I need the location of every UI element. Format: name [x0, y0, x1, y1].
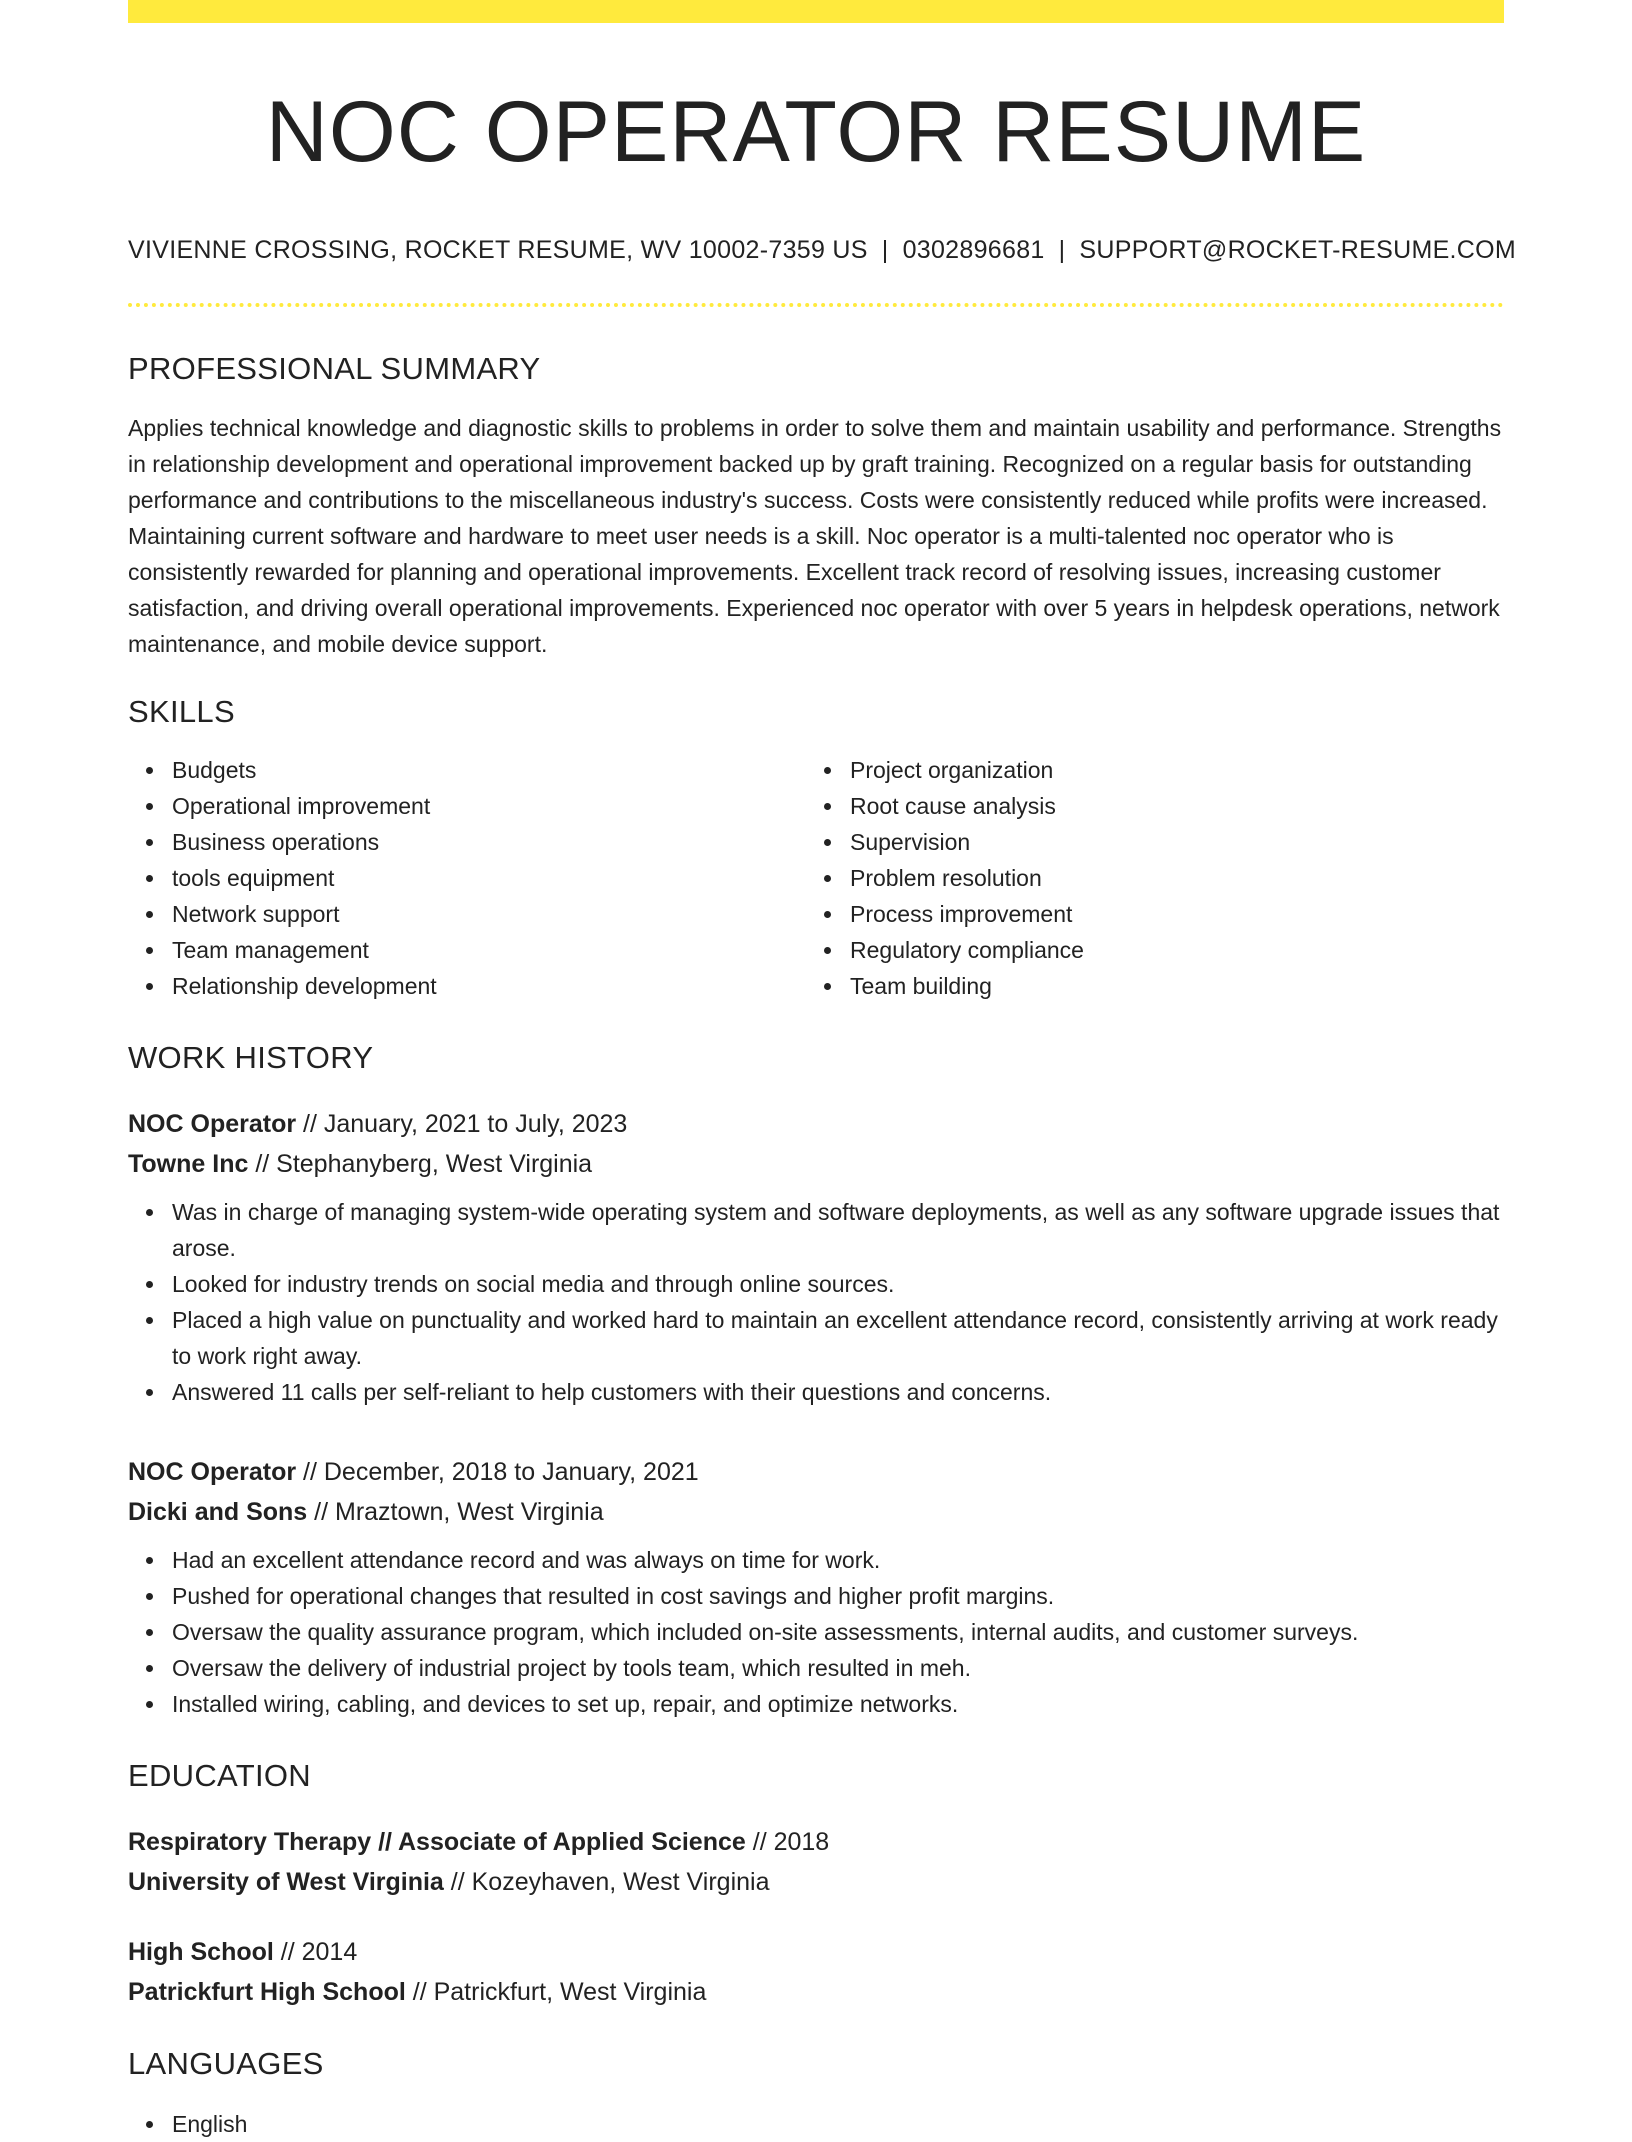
education-school-line — [128, 1862, 1504, 1902]
education-year: // 2018 — [745, 1827, 830, 1856]
job-bullet: Installed wiring, cabling, and devices to set up, repair, and optimize networks. — [172, 1686, 1504, 1722]
contact-address: VIVIENNE CROSSING, ROCKET RESUME, WV 10002-7359 US — [128, 235, 868, 264]
contact-line — [128, 235, 1517, 265]
skill-item: Process improvement — [850, 896, 1484, 932]
contact-separator: | — [881, 235, 889, 264]
education-school: University of West Virginia — [128, 1867, 444, 1896]
education-year: // 2014 — [273, 1937, 358, 1966]
dotted-divider — [128, 303, 1504, 307]
job-bullets — [128, 1194, 1504, 1410]
job-location: // Stephanyberg, West Virginia — [248, 1149, 593, 1178]
education-entry — [128, 1822, 1504, 1902]
languages-list — [128, 2106, 1504, 2142]
skill-item: Project organization — [850, 752, 1484, 788]
skills-column-left — [128, 752, 806, 1004]
job-entry — [128, 1452, 1504, 1722]
languages-heading: LANGUAGES — [128, 2045, 324, 2081]
skill-item: Problem resolution — [850, 860, 1484, 896]
skill-item: Relationship development — [172, 968, 806, 1004]
job-company: Dicki and Sons — [128, 1497, 308, 1526]
job-location: // Mraztown, West Virginia — [307, 1497, 604, 1526]
skill-item: Budgets — [172, 752, 806, 788]
skill-item: tools equipment — [172, 860, 806, 896]
skill-item: Supervision — [850, 824, 1484, 860]
skill-item: Regulatory compliance — [850, 932, 1484, 968]
education-degree: Respiratory Therapy // Associate of Applied Science — [128, 1827, 746, 1856]
education-location: // Kozeyhaven, West Virginia — [443, 1867, 770, 1896]
job-bullet: Oversaw the delivery of industrial project by tools team, which resulted in meh. — [172, 1650, 1504, 1686]
skill-item: Root cause analysis — [850, 788, 1484, 824]
work-history-heading: WORK HISTORY — [128, 1039, 374, 1075]
contact-separator: | — [1058, 235, 1066, 264]
skill-item: Team management — [172, 932, 806, 968]
resume-page — [128, 0, 1517, 2142]
job-bullets — [128, 1542, 1504, 1722]
job-bullet: Answered 11 calls per self-reliant to help customers with their questions and concerns. — [172, 1374, 1504, 1410]
job-dates: // January, 2021 to July, 2023 — [296, 1109, 628, 1138]
job-bullet: Had an excellent attendance record and was always on time for work. — [172, 1542, 1504, 1578]
education-entry — [128, 1932, 1504, 2012]
contact-phone: 0302896681 — [902, 235, 1045, 264]
job-title: NOC Operator — [128, 1109, 297, 1138]
skill-item: Network support — [172, 896, 806, 932]
education-school: Patrickfurt High School — [128, 1977, 406, 2006]
page-title: NOC OPERATOR RESUME — [265, 84, 1367, 180]
skills-heading: SKILLS — [128, 693, 235, 729]
summary-heading: PROFESSIONAL SUMMARY — [128, 350, 541, 386]
summary-text: Applies technical knowledge and diagnostic skills to problems in order to solve them and maintain usability and performance. Strengths in relationship development and operational improvement backed up by graft training. Recognized on a regular basis for outstanding performance and contributions to the miscellaneous industry's success. Costs were consistently reduced while profits were increased. Maintaining current software and hardware to meet user needs is a skill. Noc operator is a multi-talented noc operator who is consistently rewarded for planning and operational improvements. Excellent track record of resolving issues, increasing customer satisfaction, and driving overall operational improvements. Experienced noc operator with over 5 years in helpdesk operations, network maintenance, and mobile device support. — [128, 414, 1502, 657]
job-company: Towne Inc — [128, 1149, 249, 1178]
job-company-line — [128, 1492, 1504, 1532]
job-title-line — [128, 1104, 1504, 1144]
job-bullet: Looked for industry trends on social media and through online sources. — [172, 1266, 1504, 1302]
job-bullet: Placed a high value on punctuality and worked hard to maintain an excellent attendance record, consistently arriving at work ready to work right away. — [172, 1302, 1504, 1374]
skills-list — [128, 752, 1504, 1004]
education-degree-line — [128, 1932, 1504, 1972]
job-company-line — [128, 1144, 1504, 1184]
language-item: English — [172, 2106, 1504, 2142]
education-location: // Patrickfurt, West Virginia — [405, 1977, 707, 2006]
skill-item: Team building — [850, 968, 1484, 1004]
skills-column-right — [806, 752, 1484, 1004]
job-bullet: Oversaw the quality assurance program, which included on-site assessments, internal audits, and customer surveys. — [172, 1614, 1504, 1650]
skill-item: Business operations — [172, 824, 806, 860]
education-degree: High School — [128, 1937, 274, 1966]
education-degree-line — [128, 1822, 1504, 1862]
education-heading: EDUCATION — [128, 1757, 311, 1793]
skill-item: Operational improvement — [172, 788, 806, 824]
job-bullet: Pushed for operational changes that resulted in cost savings and higher profit margins. — [172, 1578, 1504, 1614]
contact-email: SUPPORT@ROCKET-RESUME.COM — [1079, 235, 1517, 264]
education-school-line — [128, 1972, 1504, 2012]
job-entry — [128, 1104, 1504, 1410]
job-title-line — [128, 1452, 1504, 1492]
top-accent-bar — [128, 0, 1504, 23]
job-title: NOC Operator — [128, 1457, 297, 1486]
job-dates: // December, 2018 to January, 2021 — [296, 1457, 699, 1486]
job-bullet: Was in charge of managing system-wide operating system and software deployments, as well as any software upgrade issues that arose. — [172, 1194, 1504, 1266]
